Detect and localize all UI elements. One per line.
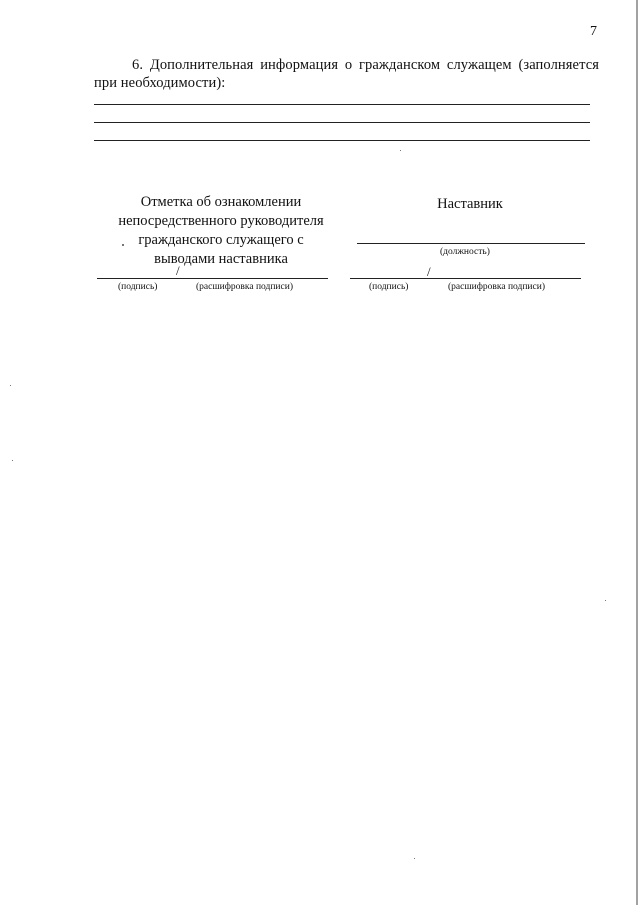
right-caption-signature: (подпись) [369,282,409,292]
left-caption-decoding: (расшифровка подписи) [196,282,293,292]
page-number: 7 [590,24,597,39]
scan-speck [12,460,13,461]
scan-speck [122,244,124,246]
left-signature-line [97,278,328,279]
section-6-heading: 6. Дополнительная информация о гражданском служащем (заполняется при необходимости): [94,57,599,91]
left-caption-signature: (подпись) [118,282,158,292]
acknowledgement-title-line: гражданского служащего с [138,232,304,248]
left-signature-slash: / [176,263,180,278]
right-caption-decoding: (расшифровка подписи) [448,282,545,292]
position-line [357,243,585,244]
acknowledgement-title-line: выводами наставника [154,251,288,267]
right-signature-line [350,278,581,279]
acknowledgement-title [96,193,346,269]
acknowledgement-title-line: непосредственного руководителя [118,213,324,229]
scan-speck [414,858,415,859]
fill-line-1 [94,104,590,105]
fill-line-2 [94,122,590,123]
scan-speck [605,600,606,601]
fill-line-3 [94,140,590,141]
scan-speck [10,385,11,386]
acknowledgement-title-line: Отметка об ознакомлении [140,194,302,210]
scan-speck [400,150,401,151]
mentor-title: Наставник [437,196,503,212]
scan-edge [636,0,638,905]
right-signature-slash: / [427,264,431,279]
caption-position: (должность) [440,247,490,257]
